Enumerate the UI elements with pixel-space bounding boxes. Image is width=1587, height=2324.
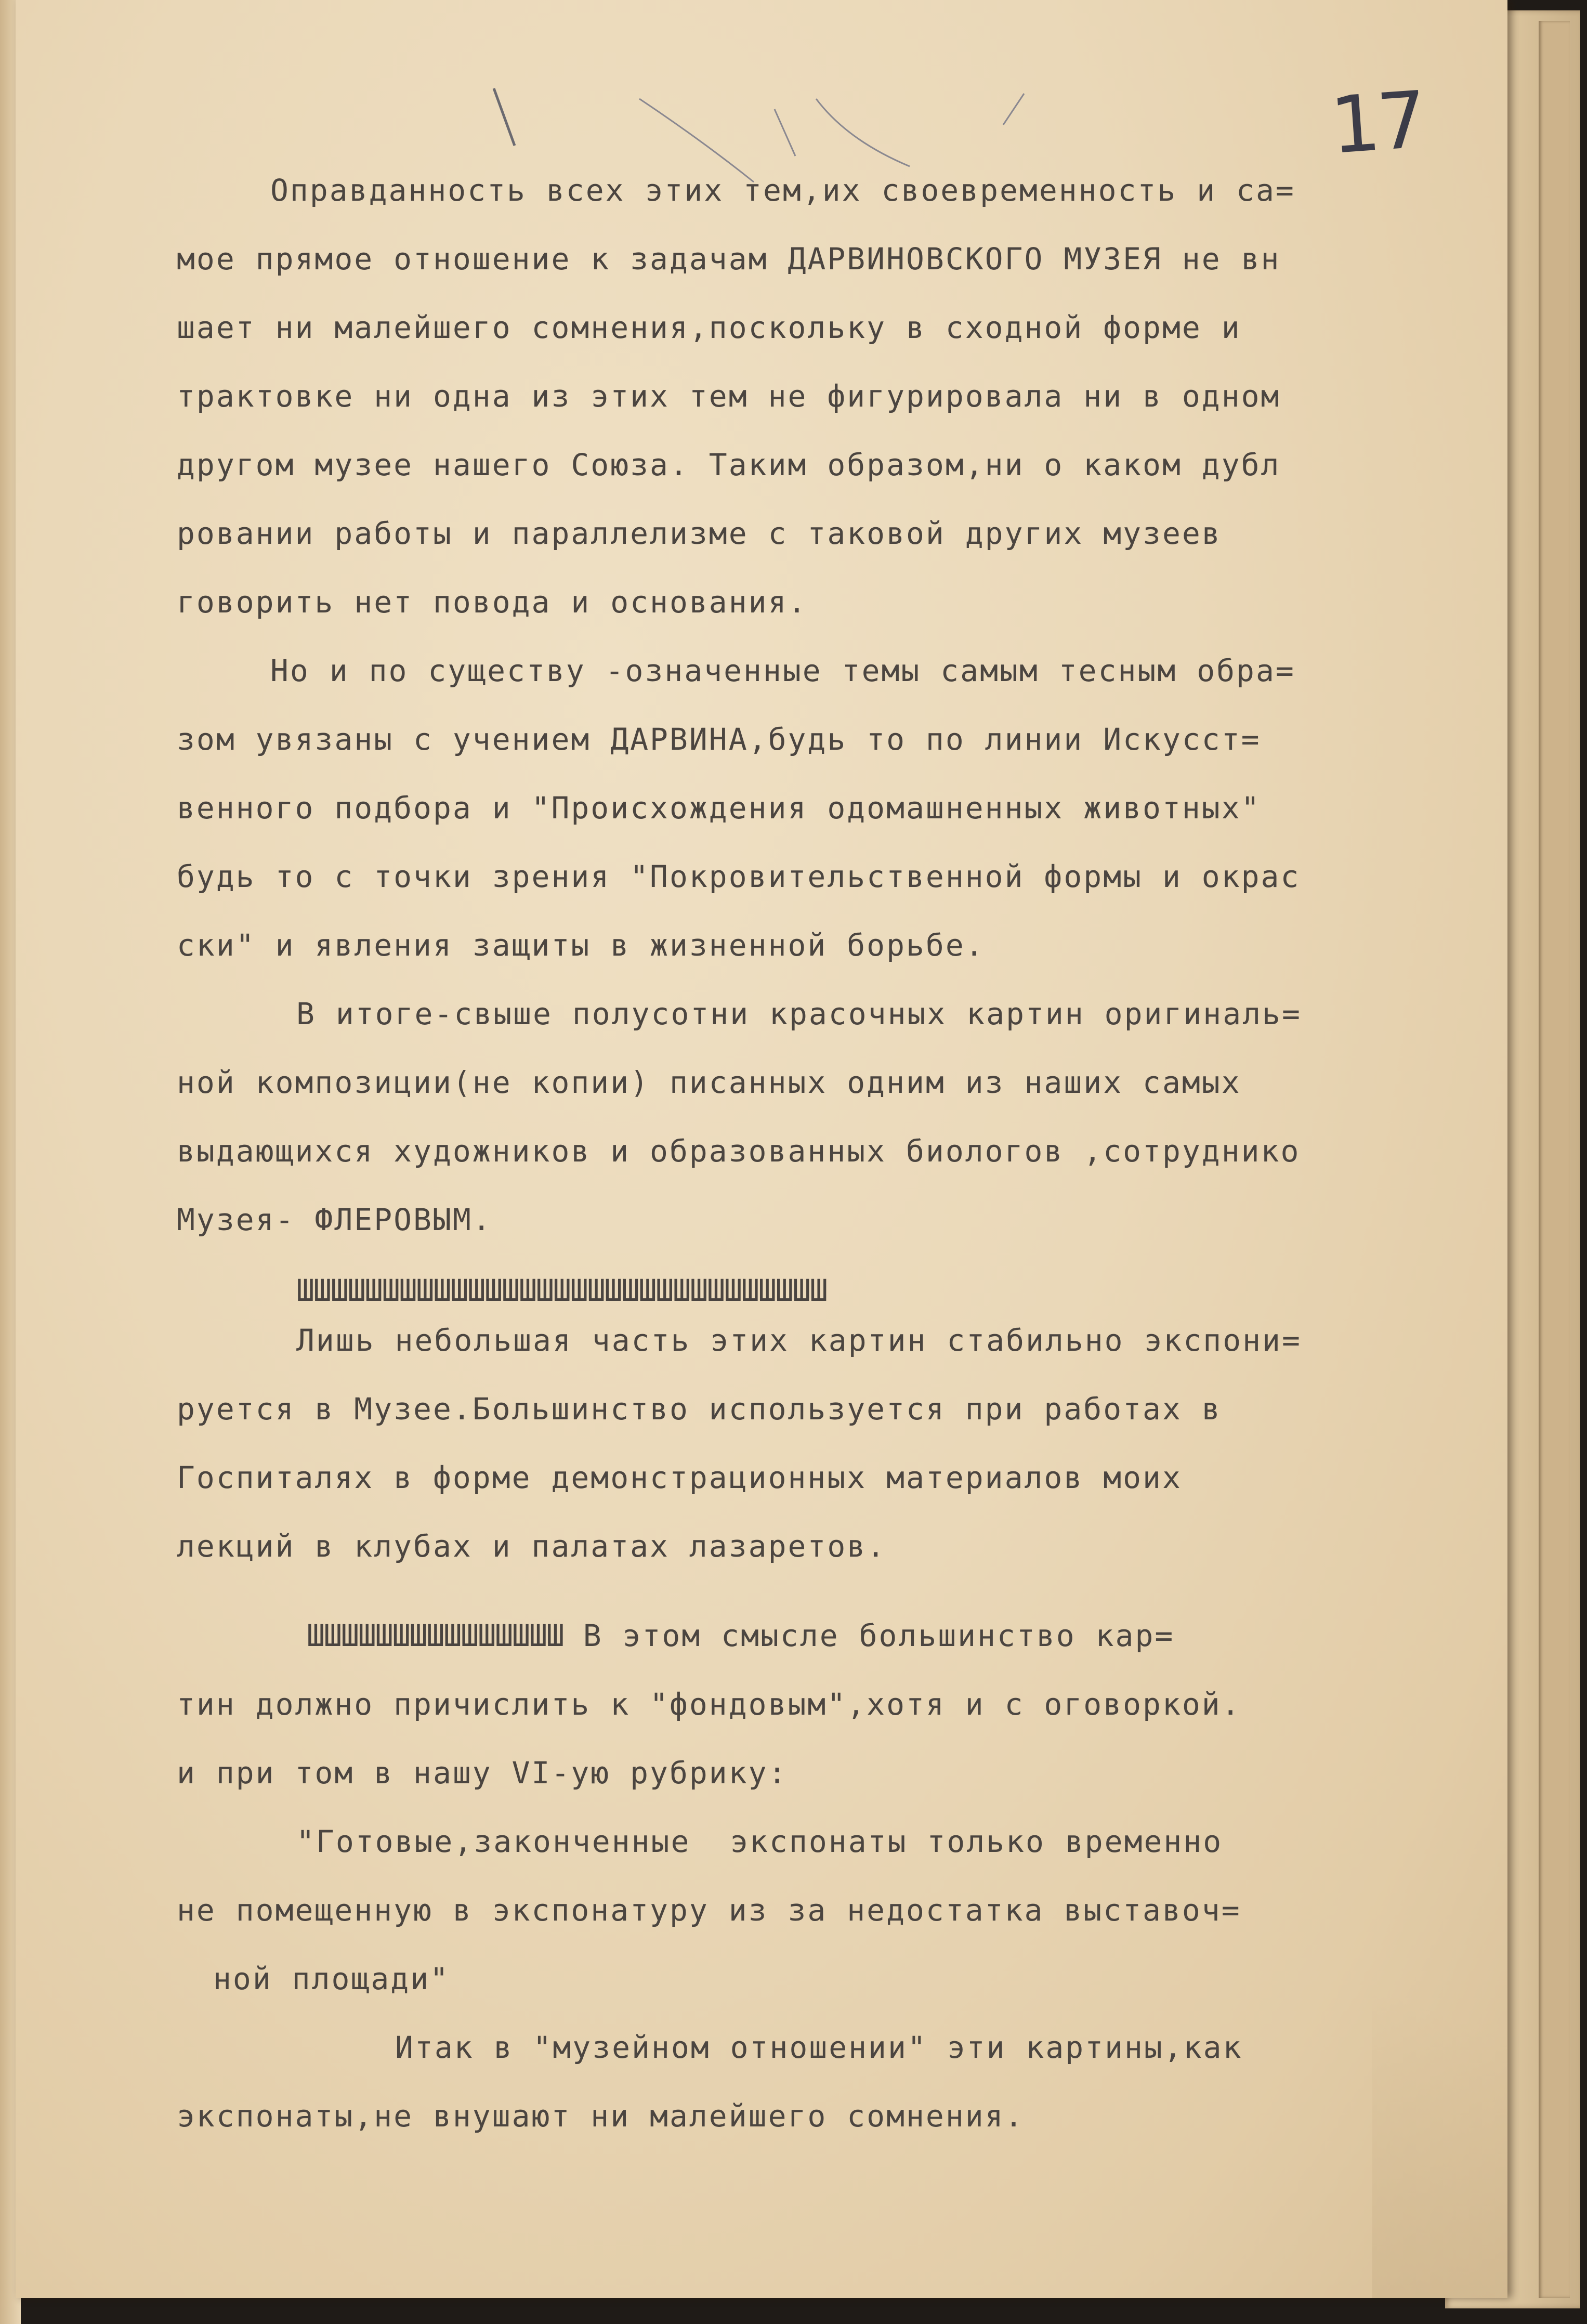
folio-number: 17 <box>1328 74 1427 172</box>
text-segment: В этом смысле большинство кар= <box>583 1618 1175 1653</box>
text-line: экспонаты,не внушают ни малейшего сомнения. <box>177 2098 1025 2134</box>
text-line: трактовке ни одна из этих тем не фигурировала ни в одном <box>177 378 1281 414</box>
typewritten-page <box>16 0 1507 2298</box>
struck-out-text: ШШШШШШШШШШШШШШШ <box>307 1618 563 1653</box>
body-text <box>177 156 1502 2150</box>
text-line: "Готовые,законченные экспонаты только временно <box>296 1824 1223 1859</box>
text-line: не помещенную в экспонатуру из за недостатка выставоч= <box>177 1892 1241 1928</box>
text-line: В итоге-свыше полусотни красочных картин оригиналь= <box>296 996 1302 1032</box>
text-line: ровании работы и параллелизме с таковой других музеев <box>177 516 1222 551</box>
text-line: Но и по существу -означенные темы самым тесным обра= <box>270 653 1295 688</box>
text-line: Оправданность всех этих тем,их своевременность и са= <box>270 173 1295 208</box>
underlying-sheet-edge <box>1539 21 1570 2298</box>
text-line: ной композиции(не копии) писанных одним из наших самых <box>177 1065 1241 1100</box>
text-line: Лишь небольшая часть этих картин стабильно экспони= <box>296 1323 1302 1358</box>
text-line: шает ни малейшего сомнения,поскольку в сходной форме и <box>177 310 1241 345</box>
text-line: зом увязаны с учением ДАРВИНА,будь то по линии Искусст= <box>177 722 1261 757</box>
text-line: Госпиталях в форме демонстрационных материалов моих <box>177 1460 1182 1495</box>
text-line: говорить нет повода и основания. <box>177 584 808 620</box>
text-line: руется в Музее.Большинство используется при работах в <box>177 1391 1222 1427</box>
text-line: Музея- ФЛЕРОВЫМ. <box>177 1202 492 1237</box>
text-line: и при том в нашу VI-ую рубрику: <box>177 1755 788 1791</box>
text-line: ной площади" <box>213 1961 450 1996</box>
text-line: будь то с точки зрения "Покровительственной формы и окрас <box>177 859 1301 894</box>
text-line: Итак в "музейном отношении" эти картины,как <box>395 2030 1243 2065</box>
struck-out-line: ШШШШШШШШШШШШШШШШШШШШШШШШШШШШШШШ <box>296 1273 827 1308</box>
text-line: тин должно причислить к "фондовым",хотя и с оговоркой. <box>177 1687 1241 1722</box>
text-line: венного подбора и "Происхождения одомашненных животных" <box>177 790 1261 826</box>
text-line: ски" и явления защиты в жизненной борьбе. <box>177 928 985 963</box>
text-line: другом музее нашего Союза. Таким образом,ни о каком дубл <box>177 447 1281 482</box>
text-line: мое прямое отношение к задачам ДАРВИНОВСКОГО МУЗЕЯ не вн <box>177 241 1281 277</box>
paragraph-start-line <box>177 1601 1502 1670</box>
text-line: лекций в клубах и палатах лазаретов. <box>177 1529 887 1564</box>
text-line: выдающихся художников и образованных биологов ,сотруднико <box>177 1133 1301 1169</box>
